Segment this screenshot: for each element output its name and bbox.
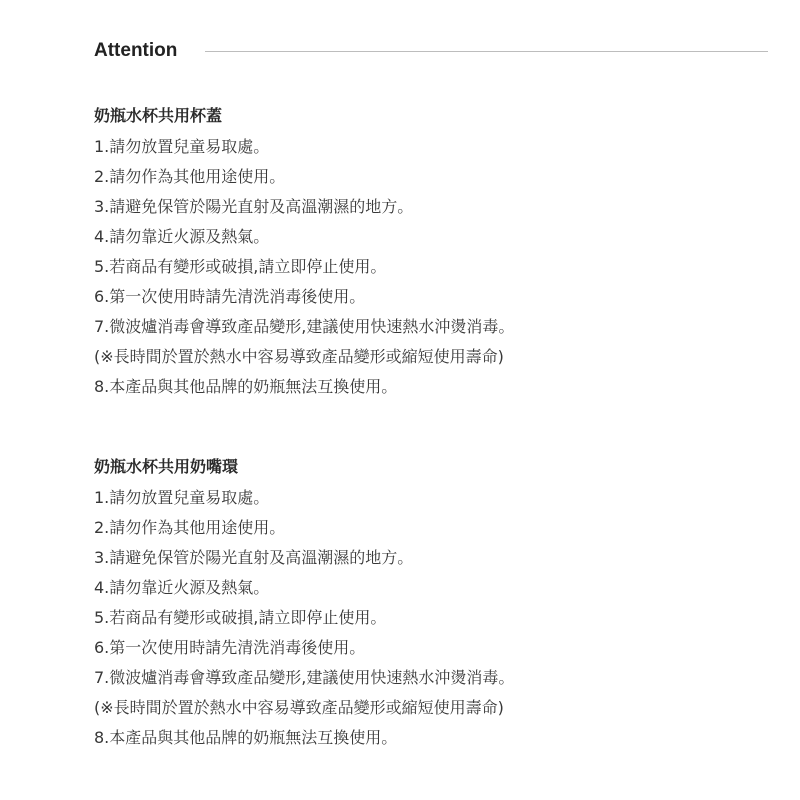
cap-section (94, 100, 754, 402)
notice-item: 7.微波爐消毒會導致產品變形,建議使用快速熱水沖燙消毒。 (94, 668, 515, 687)
notice-item: 8.本產品與其他品牌的奶瓶無法互換使用。 (94, 377, 398, 396)
attention-title: Attention (94, 40, 178, 61)
notice-note: (※長時間於置於熱水中容易導致產品變形或縮短使用壽命) (94, 347, 504, 366)
notice-item: 2.請勿作為其他用途使用。 (94, 518, 286, 537)
notice-item: 3.請避免保管於陽光直射及高溫潮濕的地方。 (94, 548, 414, 567)
section-title: 奶瓶水杯共用奶嘴環 (94, 457, 239, 476)
ring-section (94, 451, 754, 753)
notice-item: 3.請避免保管於陽光直射及高溫潮濕的地方。 (94, 197, 414, 216)
notice-item: 6.第一次使用時請先清洗消毒後使用。 (94, 638, 366, 657)
notice-item: 5.若商品有變形或破損,請立即停止使用。 (94, 608, 387, 627)
notice-item: 5.若商品有變形或破損,請立即停止使用。 (94, 257, 387, 276)
notice-item: 1.請勿放置兒童易取處。 (94, 137, 270, 156)
notice-note: (※長時間於置於熱水中容易導致產品變形或縮短使用壽命) (94, 698, 504, 717)
cap-notice-list (94, 132, 754, 402)
notice-item: 6.第一次使用時請先清洗消毒後使用。 (94, 287, 366, 306)
notice-item: 4.請勿靠近火源及熱氣。 (94, 227, 270, 246)
header-divider (205, 51, 768, 52)
attention-header (94, 38, 768, 64)
notice-item: 1.請勿放置兒童易取處。 (94, 488, 270, 507)
section-title: 奶瓶水杯共用杯蓋 (94, 106, 223, 125)
notice-item: 8.本產品與其他品牌的奶瓶無法互換使用。 (94, 728, 398, 747)
ring-notice-list (94, 483, 754, 753)
notice-item: 4.請勿靠近火源及熱氣。 (94, 578, 270, 597)
notice-item: 2.請勿作為其他用途使用。 (94, 167, 286, 186)
notice-item: 7.微波爐消毒會導致產品變形,建議使用快速熱水沖燙消毒。 (94, 317, 515, 336)
